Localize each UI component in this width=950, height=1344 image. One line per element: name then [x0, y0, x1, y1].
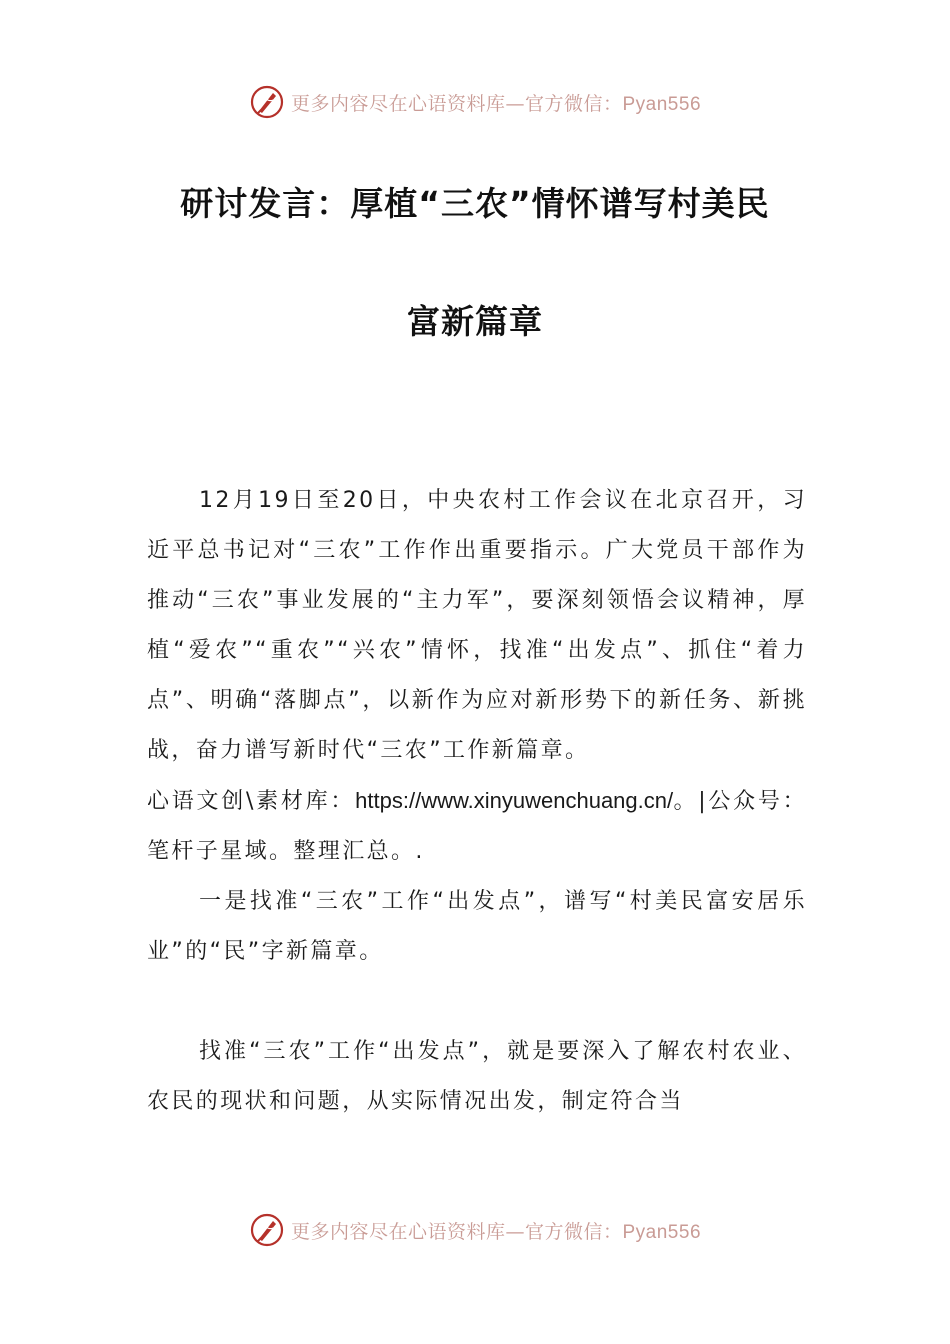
wechat-id: Pyan556	[622, 93, 702, 115]
header-banner	[0, 82, 950, 122]
paragraph-section-1-body: 找准“三农”工作“出发点”，就是要深入了解农村农业、农民的现状和问题，从实际情况出发，制定符合当	[147, 1039, 807, 1114]
banner-text: 更多内容尽在心语资料库—官方微信：Pyan556	[290, 92, 702, 115]
quill-pen-logo-icon	[249, 84, 285, 120]
page-title-line-1: 研讨发言：厚植“三农”情怀谱写村美民	[180, 184, 770, 223]
paragraph-section-1-heading: 一是找准“三农”工作“出发点”，谱写“村美民富安居乐业”的“民”字新篇章。	[147, 889, 807, 964]
paragraph-intro: 12月19日至20日，中央农村工作会议在北京召开，习近平总书记对“三农”工作作出重要指示。广大党员干部作为推动“三农”事业发展的“主力军”，要深刻领悟会议精神，厚植“爱农”“重农”“兴农”情怀，找准“出发点”、抓住“着力点”、明确“落脚点”，以新作为应对新形势下的新任务、新挑战，奋力谱写新时代“三农”工作新篇章。	[147, 488, 807, 763]
wechat-id: Pyan556	[622, 1221, 702, 1243]
document-body	[147, 476, 807, 1127]
footer-banner	[0, 1210, 950, 1250]
page-title-line-2: 富新篇章	[407, 302, 543, 341]
source-link[interactable]: https://www.xinyuwenchuang.cn/	[355, 788, 674, 813]
banner-text: 更多内容尽在心语资料库—官方微信：Pyan556	[290, 1220, 702, 1243]
quill-pen-logo-icon	[249, 1212, 285, 1248]
paragraph-gap	[147, 977, 807, 1027]
paragraph-source: 心语文创\素材库：https://www.xinyuwenchuang.cn/。|公众号：笔杆子星域。整理汇总。.	[147, 788, 808, 864]
